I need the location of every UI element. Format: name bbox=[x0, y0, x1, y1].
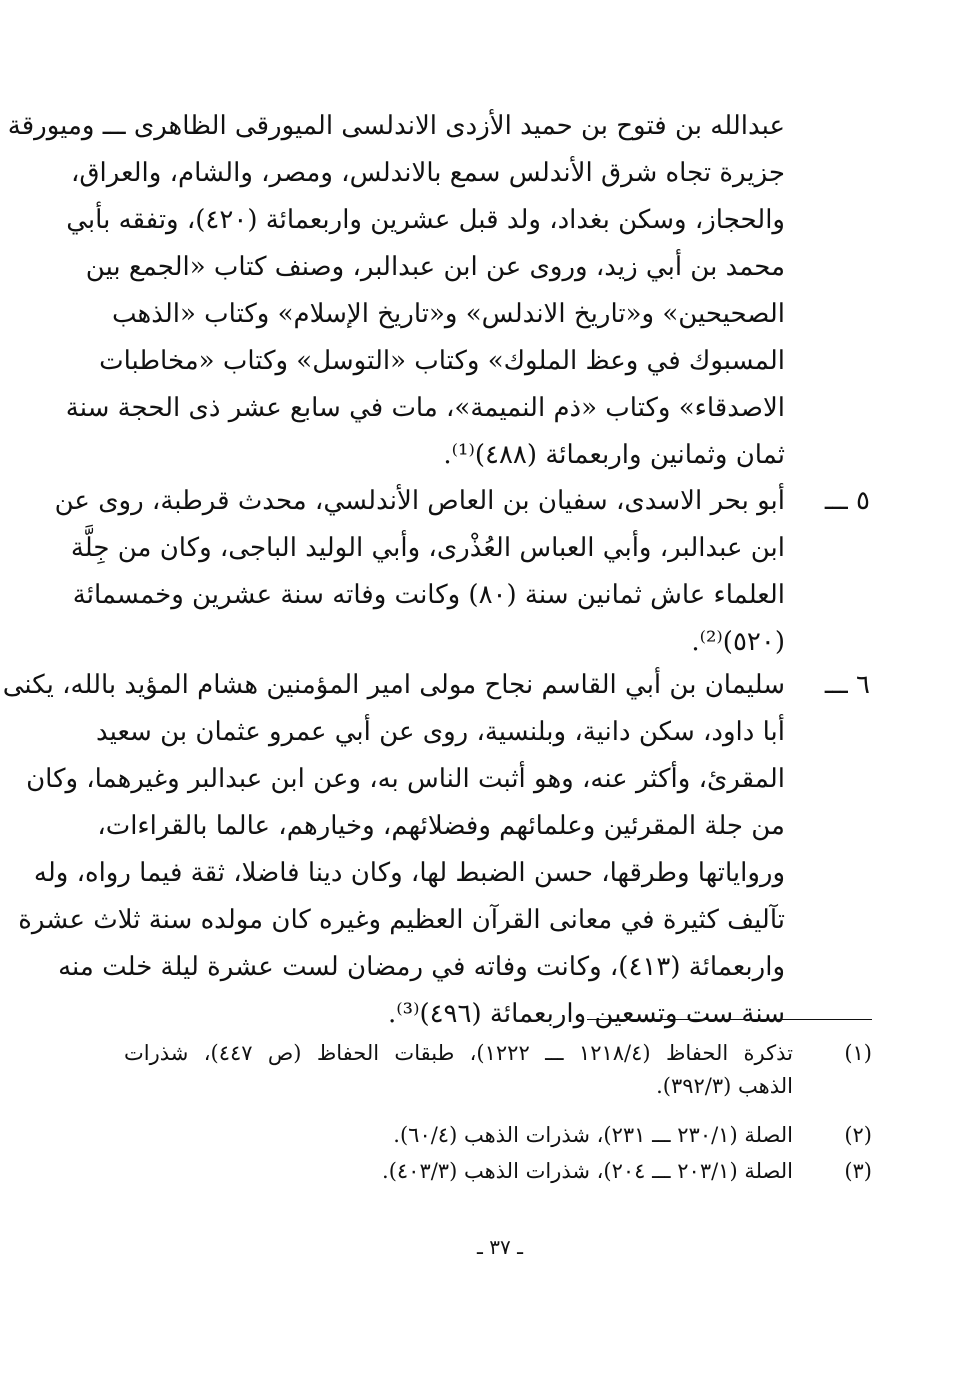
text-line: سنة ست وتسعين واربعمائة (٤٩٦)⁽³⁾. bbox=[387, 999, 785, 1029]
text-line: الصحيحين» و«تاريخ الاندلس» و«تاريخ الإسلام» وكتاب «الذهب bbox=[111, 299, 785, 329]
text-line: عبدالله بن فتوح بن حميد الأزدى الاندلسى الميورقى الظاهرى ـــ وميورقة bbox=[7, 111, 785, 141]
footnote-line: الصلة (٢٠٣/١ ـــ ٢٠٤)، شذرات الذهب (٤٠٣/٣). bbox=[382, 1159, 793, 1183]
text-line: جزيرة تجاه شرق الأندلس سمع بالاندلس، ومصر، والشام، والعراق، bbox=[70, 158, 785, 188]
text-line: والحجاز، وسكن بغداد، ولد قبل عشرين واربعمائة (٤٢٠)، وتفقه بأبي bbox=[66, 205, 785, 235]
text-line: الاصدقاء» وكتاب «ذم النميمة»، مات في سابع عشر ذى الحجة سنة bbox=[65, 393, 785, 423]
text-line: محمد بن أبي زيد، وروى عن ابن عبدالبر، وصنف كتاب «الجمع بين bbox=[85, 252, 785, 282]
footnote-3 bbox=[124, 1155, 793, 1188]
text-line: المسبوك في وعظ الملوك» وكتاب «التوسل» وكتاب «مخاطبات bbox=[99, 346, 785, 376]
footnote-number-1: (١) bbox=[844, 1041, 872, 1065]
page-number: ـ ٣٧ ـ bbox=[477, 1235, 523, 1259]
footnote-2 bbox=[124, 1119, 793, 1152]
text-line: العلماء عاش ثمانين سنة (٨٠) وكانت وفاته سنة عشرين وخمسمائة bbox=[72, 580, 785, 610]
footnote-separator bbox=[587, 1019, 872, 1020]
footnote-number-2: (٢) bbox=[844, 1123, 872, 1147]
footnote-1 bbox=[124, 1037, 793, 1103]
text-line: المقرئ، وأكثر عنه، وهو أثبت الناس به، وعن ابن عبدالبر وغيرهما، وكان bbox=[26, 764, 785, 794]
text-line: أبو بحر الاسدى، سفيان بن العاص الأندلسي، محدث قرطبة، روى عن bbox=[54, 486, 785, 516]
footnote-line: تذكرة الحفاظ (١٢١٨/٤ ـــ ١٢٢٢)، طبقات الحفاظ (ص ٤٤٧)، شذرات bbox=[124, 1041, 794, 1065]
entry-6-text bbox=[2, 662, 785, 1038]
text-line: من جلة المقرئين وعلمائهم وفضلائهم، وخيارهم، عالما بالقراءات، bbox=[97, 811, 785, 841]
text-line: أبا داود، سكن دانية، وبلنسية، روى عن أبي عمرو عثمان بن سعيد bbox=[96, 717, 785, 747]
paragraph-entry-4-continued bbox=[7, 103, 785, 479]
entry-number-6: ٦ ـــ bbox=[824, 670, 870, 700]
text-line: تآليف كثيرة في معانى القرآن العظيم وغيره كان مولده سنة ثلاث عشرة bbox=[18, 905, 785, 935]
text-line: ورواياتها وطرقها، حسن الضبط لها، وكان دينا فاضلا، ثقة فيما رواه، وله bbox=[33, 858, 785, 888]
footnote-line: الذهب (٣٩٢/٣). bbox=[656, 1074, 793, 1098]
footnote-line: الصلة (٢٣٠/١ ـــ ٢٣١)، شذرات الذهب (٦٠/٤). bbox=[393, 1123, 793, 1147]
text-line: سليمان بن أبي القاسم نجاح مولى امير المؤمنين هشام المؤيد بالله، يكنى bbox=[2, 670, 785, 700]
text-line: (٥٢٠)⁽²⁾. bbox=[691, 627, 785, 657]
footnote-number-3: (٣) bbox=[844, 1159, 872, 1183]
entry-number-5: ٥ ـــ bbox=[824, 486, 870, 516]
text-line: ثمان وثمانين واربعمائة (٤٨٨)⁽¹⁾. bbox=[443, 440, 785, 470]
entry-5-text bbox=[54, 478, 785, 666]
text-line: ابن عبدالبر، وأبي العباس العُذْرى، وأبي الوليد الباجى، وكان من جِلَّة bbox=[70, 533, 785, 563]
text-line: واربعمائة (٤١٣)، وكانت وفاته في رمضان لست عشرة ليلة خلت منه bbox=[58, 952, 785, 982]
